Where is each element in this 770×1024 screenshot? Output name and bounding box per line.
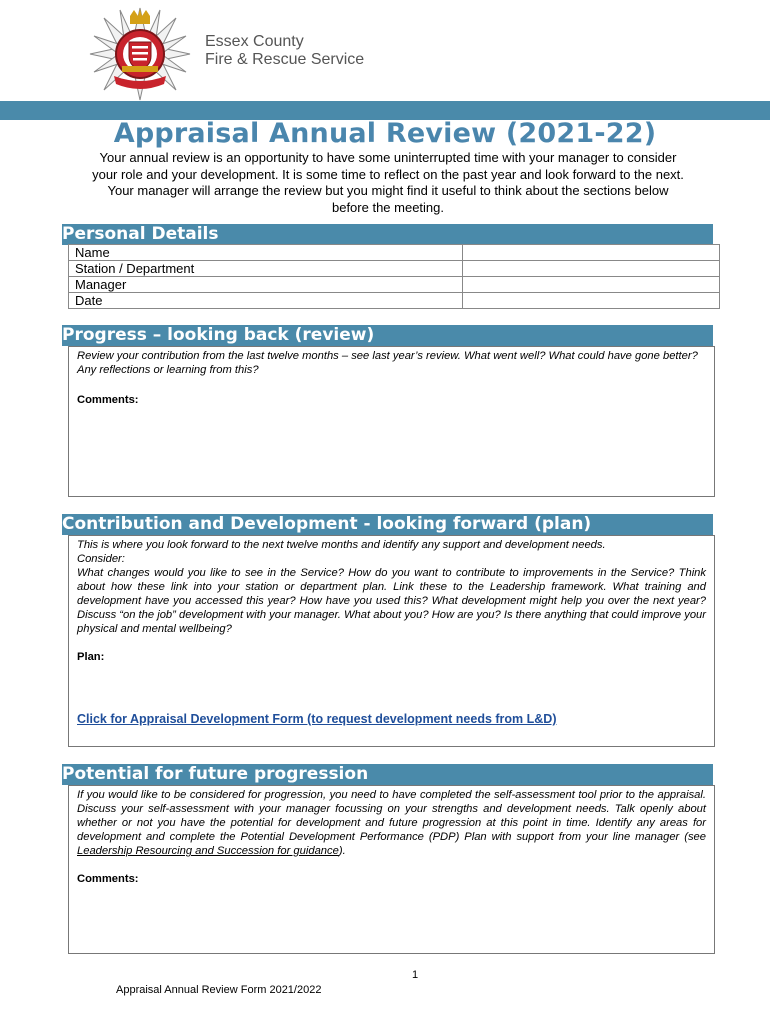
contribution-heading — [62, 514, 713, 535]
intro-line: Your annual review is an opportunity to have some uninterrupted time with your manager to consider — [99, 150, 677, 165]
plan-label: Plan: — [77, 651, 105, 663]
potential-prompt — [77, 788, 706, 858]
progress-heading — [62, 325, 713, 346]
contribution-prompt-line: This is where you look forward to the next twelve months and identify any support and development needs. — [77, 539, 606, 551]
date-label: Date — [69, 293, 463, 309]
station-department-label: Station / Department — [69, 261, 463, 277]
organization-name-line1: Essex County — [205, 33, 304, 50]
footer-text: Appraisal Annual Review Form 2021/2022 — [116, 984, 322, 996]
personal-details-table — [68, 244, 720, 309]
section-heading-text: Progress – looking back (review) — [62, 325, 375, 345]
contribution-prompt-body: What changes would you like to see in the Service? How do you want to contribute to improvements in the Service? Think about how these link into your station or department plan. Link these to the Leadership framework. What training and development have you accessed this year? How have you used this? What development might help you over the next year? Discuss “on the job” development with your manager. What about you? How are you? Is there anything that could improve your physical and mental wellbeing? — [77, 567, 706, 635]
progress-review-box[interactable] — [68, 346, 715, 497]
table-row — [69, 293, 720, 309]
leadership-resourcing-link[interactable]: Leadership Resourcing and Succession for guidance — [77, 845, 339, 857]
fire-service-crest-logo — [86, 6, 194, 102]
date-field[interactable] — [463, 293, 720, 309]
section-heading-text: Personal Details — [62, 224, 219, 244]
name-field[interactable] — [463, 245, 720, 261]
name-label: Name — [69, 245, 463, 261]
intro-line: before the meeting. — [331, 199, 445, 215]
table-row — [69, 261, 720, 277]
section-heading-text: Potential for future progression — [62, 764, 369, 784]
contribution-prompt-line: Consider: — [77, 553, 125, 565]
manager-field[interactable] — [463, 277, 720, 293]
progress-prompt: Review your contribution from the last twelve months – see last year’s review. What went well? What could have gone better? Any reflections or learning from this? — [77, 350, 698, 376]
page-header — [0, 0, 770, 100]
section-heading-text: Contribution and Development - looking forward (plan) — [62, 514, 592, 534]
potential-prompt-end: ). — [338, 845, 346, 857]
comments-label: Comments: — [77, 394, 139, 406]
organization-name — [205, 33, 364, 69]
organization-name-line2: Fire & Rescue Service — [205, 51, 365, 68]
personal-details-heading — [62, 224, 713, 245]
potential-heading — [62, 764, 713, 785]
manager-label: Manager — [69, 277, 463, 293]
intro-line: Your manager will arrange the review but you might find it useful to think about the sections below — [107, 183, 669, 198]
document-title: Appraisal Annual Review (2021-22) — [113, 118, 657, 149]
potential-progression-box[interactable] — [68, 785, 715, 954]
potential-prompt-text: If you would like to be considered for progression, you need to have completed the self-assessment tool prior to the appraisal. Discuss your self-assessment with your manager focussing on your strengths and development needs. Talk openly about whether or not you have the potential for development and future progression at this point in time. Identify any areas for development and complete the Potential Development Performance (PDP) Plan with support from your line manager (see — [77, 789, 706, 843]
comments-label: Comments: — [77, 873, 139, 885]
appraisal-development-form-link[interactable]: Click for Appraisal Development Form (to request development needs from L&D) — [77, 712, 557, 726]
intro-line: your role and your development. It is some time to reflect on the past year and look forward to the next. — [92, 166, 684, 182]
page-number: 1 — [412, 969, 419, 981]
intro-paragraph — [58, 150, 718, 216]
station-department-field[interactable] — [463, 261, 720, 277]
contribution-plan-box[interactable] — [68, 535, 715, 747]
table-row — [69, 245, 720, 261]
table-row — [69, 277, 720, 293]
